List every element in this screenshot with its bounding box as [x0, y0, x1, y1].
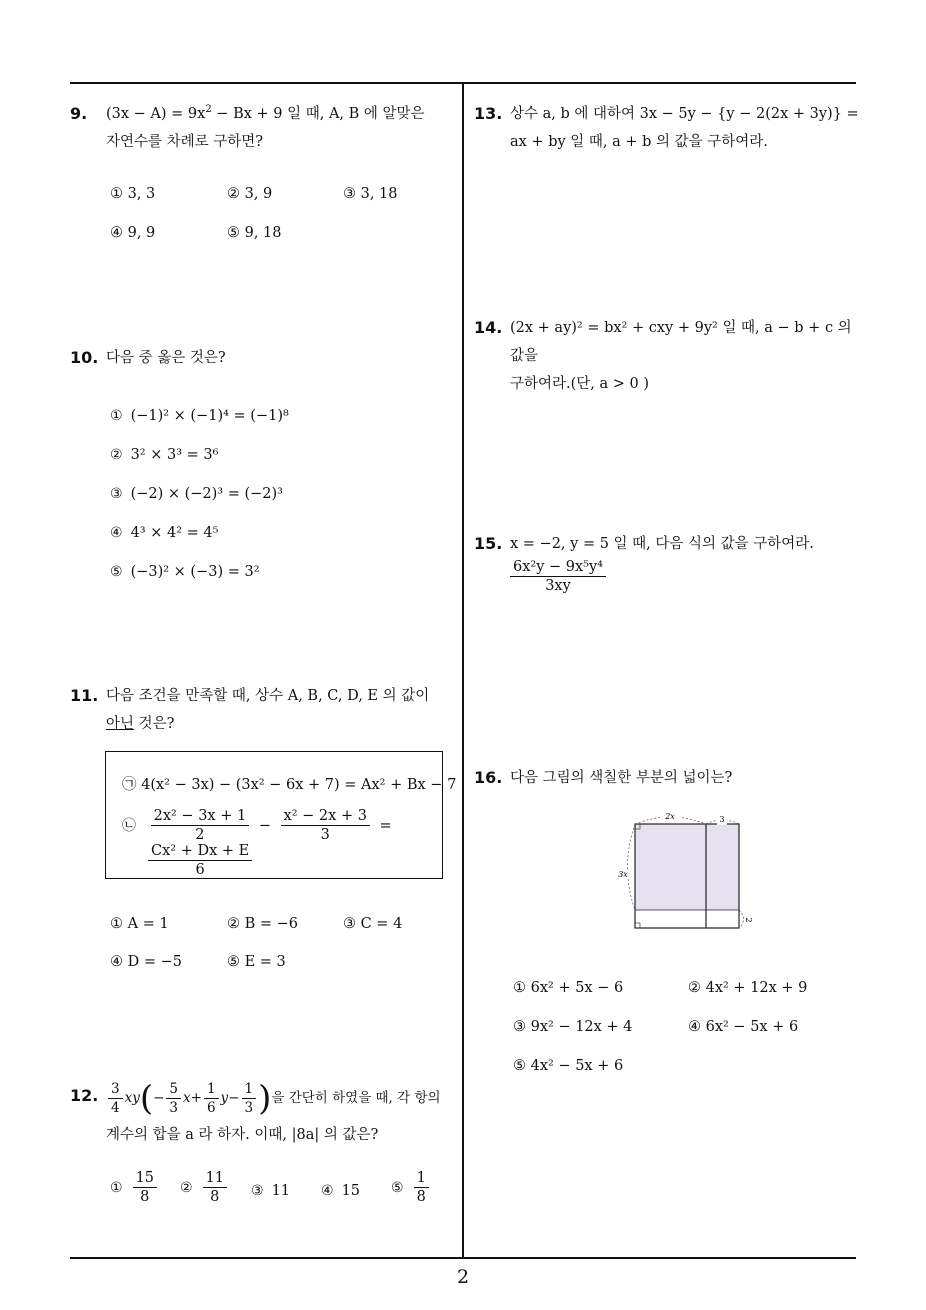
page-number: 2: [456, 1266, 470, 1288]
problem-text: 다음 중 옳은 것은?: [106, 350, 226, 366]
label-3x: 3x: [618, 870, 628, 879]
choice-4[interactable]: ④ 9, 9: [110, 225, 156, 241]
problem-number: 9.: [70, 104, 88, 123]
label-2: 2: [744, 917, 753, 923]
problem-text: $(3x - A) = 9x^2 - Bx + 9$ 일 때, A, B 에 알맞은 자연수를 차례로 구하면?: [106, 104, 425, 150]
choices: [110, 180, 460, 260]
problem-number: 12.: [70, 1086, 99, 1105]
shaded-region: [635, 824, 739, 910]
problem-10: [70, 344, 460, 597]
problem-9: [70, 100, 460, 260]
problem-text: 상수 a, b 에 대하여 3x − 5y − {y − 2(2x + 3y)} = ax + by 일 때, a + b 의 값을 구하여라.: [510, 106, 859, 150]
problem-text: 다음 조건을 만족할 때, 상수 A, B, C, D, E 의 값이 아닌 것은?: [106, 688, 430, 732]
corner-mark: [635, 923, 640, 928]
choice-4[interactable]: ④ 6x² − 5x + 6: [688, 1019, 799, 1035]
choice-4[interactable]: ④ 15: [321, 1183, 361, 1199]
choice-4[interactable]: ④ 4³ × 4² = 4⁵: [110, 525, 219, 541]
area-figure: [612, 812, 762, 932]
choice-3[interactable]: ③ 3, 18: [343, 186, 398, 202]
condition-2-rhs: $\frac{\text{Cx² + Dx + E}}{6}$: [146, 842, 254, 879]
problem-number: 14.: [474, 318, 503, 337]
choice-3[interactable]: ③ 9x² − 12x + 4: [513, 1019, 633, 1035]
problem-text-2: 계수의 합을 a 라 하자. 이때, |8a| 의 값은?: [106, 1127, 379, 1143]
problem-text: 다음 그림의 색칠한 부분의 넓이는?: [510, 770, 733, 786]
problem-number: 11.: [70, 686, 99, 705]
choice-1[interactable]: ① $\frac{15}{8}$: [110, 1169, 159, 1206]
choice-5[interactable]: ⑤ E = 3: [227, 954, 286, 970]
bottom-rule: [70, 1257, 856, 1259]
problem-text: (2x + ay)² = bx² + cxy + 9y² 일 때, a − b + c 의 값을 구하여라.(단, a > 0 ): [510, 320, 852, 392]
choice-1[interactable]: ① 3, 3: [110, 186, 156, 202]
problem-number: 16.: [474, 768, 503, 787]
problem-number: 13.: [474, 104, 503, 123]
problem-13: [474, 100, 864, 156]
choice-1[interactable]: ① (−1)² × (−1)⁴ = (−1)⁸: [110, 408, 289, 424]
problem-text: x = −2, y = 5 일 때, 다음 식의 값을 구하여라.: [510, 536, 814, 552]
choice-3[interactable]: ③ 11: [251, 1183, 291, 1199]
choice-2[interactable]: ② $\frac{11}{8}$: [180, 1169, 229, 1206]
choice-4[interactable]: ④ D = −5: [110, 954, 182, 970]
label-2x: 2x: [665, 812, 675, 821]
problem-text: $\frac{3}{4}$ xy(− $\frac{5}{3}$ x+ $\frac{1}{6}$ y− $\frac{1}{3}$ )을 간단히 하였을 때, 각 항의: [106, 1080, 462, 1117]
problem-number: 15.: [474, 534, 503, 553]
choice-5[interactable]: ⑤ (−3)² × (−3) = 3²: [110, 564, 260, 580]
condition-box: [105, 751, 457, 879]
problem-14: [474, 314, 864, 398]
problem-12: [70, 1080, 462, 1219]
choice-3[interactable]: ③ (−2) × (−2)³ = (−2)³: [110, 486, 283, 502]
choices: [110, 1169, 462, 1219]
problem-16-choices: [513, 980, 863, 1100]
condition-2: ㉡ $\frac{\text{2x² − 3x + 1}}{2}$ − $\frac{\text{x² − 2x + 3}}{3}$ =: [122, 808, 392, 843]
choice-2[interactable]: ② B = −6: [227, 916, 299, 932]
choice-1[interactable]: ① 6x² + 5x − 6: [513, 980, 624, 996]
choice-2[interactable]: ② 4x² + 12x + 9: [688, 980, 808, 996]
condition-1: ㉠ 4(x² − 3x) − (3x² − 6x + 7) = Ax² + Bx − 7: [122, 777, 457, 793]
choice-2[interactable]: ② 3² × 3³ = 3⁶: [110, 447, 219, 463]
brace-left: [628, 824, 636, 910]
problem-number: 10.: [70, 348, 99, 367]
expression: $\frac{\text{6x²y − 9x⁵y⁴}}{3xy}$: [510, 558, 864, 595]
problem-11: [70, 682, 460, 738]
choice-5[interactable]: ⑤ 9, 18: [227, 225, 282, 241]
choices: [110, 402, 460, 597]
choice-1[interactable]: ① A = 1: [110, 916, 169, 932]
brace-right: [739, 910, 744, 928]
column-divider: [462, 83, 464, 1258]
choice-3[interactable]: ③ C = 4: [343, 916, 403, 932]
choice-5[interactable]: ⑤ $\frac{1}{8}$: [391, 1169, 431, 1206]
choice-2[interactable]: ② 3, 9: [227, 186, 273, 202]
problem-16: [474, 764, 864, 792]
label-3: 3: [719, 815, 725, 824]
problem-11-choices: [110, 916, 450, 996]
problem-15: [474, 530, 864, 595]
choice-5[interactable]: ⑤ 4x² − 5x + 6: [513, 1058, 624, 1074]
